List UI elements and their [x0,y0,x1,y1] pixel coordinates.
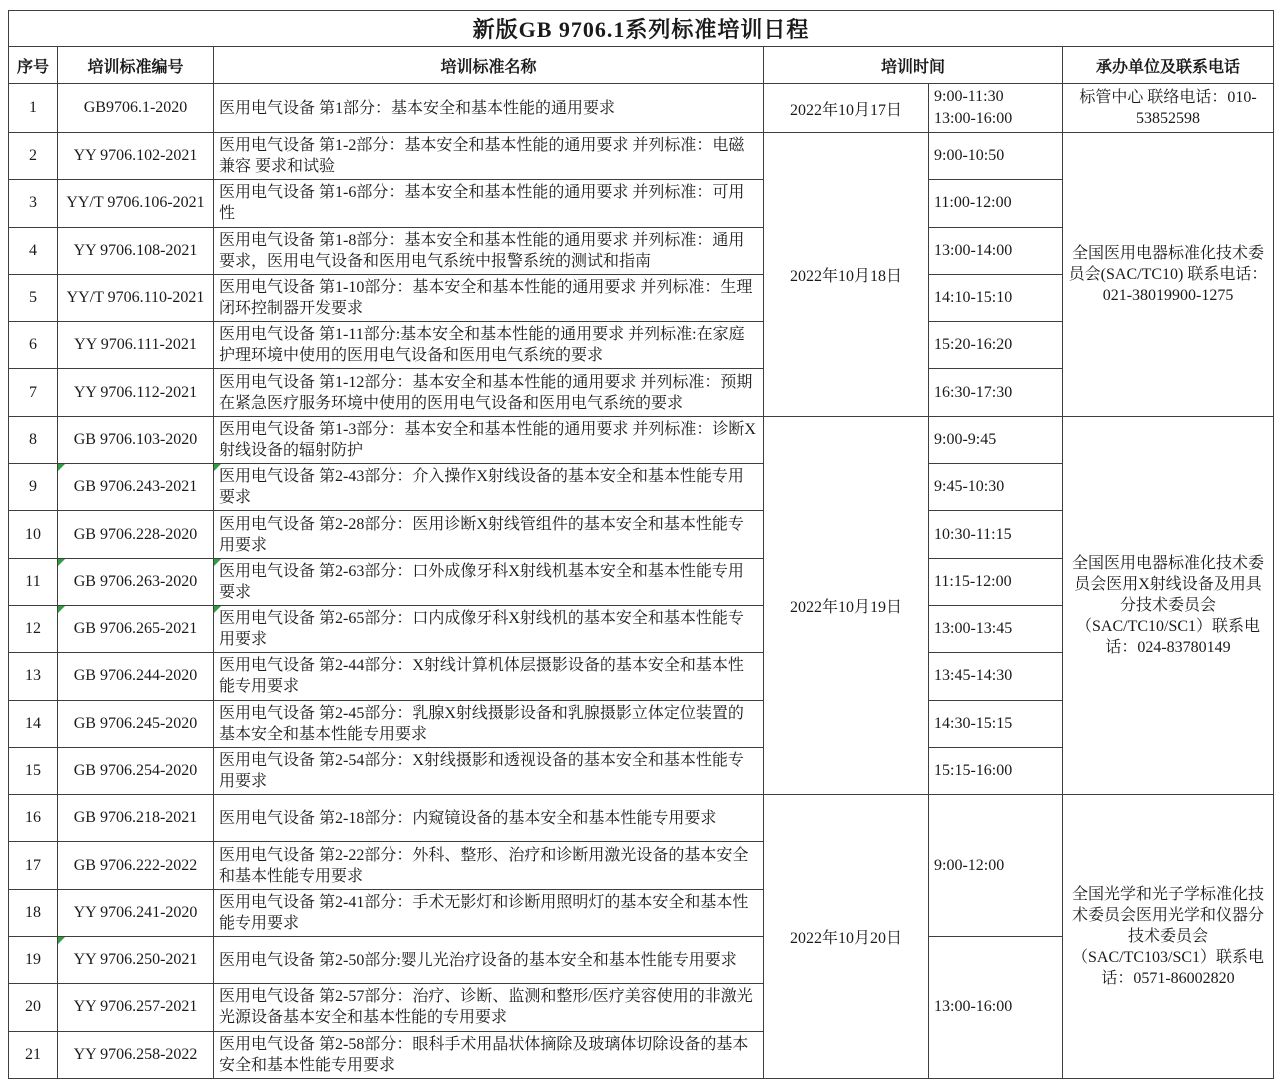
standard-no-cell: GB 9706.243-2021 [58,464,214,511]
standard-no-cell: GB 9706.263-2020 [58,558,214,605]
time-slot-line: 13:45-14:30 [934,667,1013,685]
standard-no-cell: YY 9706.250-2021 [58,937,214,984]
time-slot-line: 9:45-10:30 [934,478,1005,496]
standard-name-cell: 医用电气设备 第1-6部分：基本安全和基本性能的通用要求 并列标准：可用性 [214,180,764,227]
standard-no-cell: YY/T 9706.110-2021 [58,274,214,321]
time-slot-line: 11:00-12:00 [934,194,1012,212]
row-index-cell: 11 [9,558,58,605]
header-col-organizer: 承办单位及联系电话 [1063,47,1274,84]
row-index-cell: 13 [9,653,58,700]
standard-no-cell: YY 9706.108-2021 [58,227,214,274]
standard-no-cell: YY 9706.111-2021 [58,322,214,369]
time-slot-line: 15:15-16:00 [934,762,1013,779]
time-slot-cell [929,133,1063,180]
table-row [9,133,1274,180]
green-corner-flag-icon [214,606,221,613]
row-index-cell: 15 [9,747,58,794]
time-slot-cell [929,227,1063,274]
time-slot-cell [929,937,1063,1079]
standard-name-cell: 医用电气设备 第1-11部分:基本安全和基本性能的通用要求 并列标准:在家庭护理环境中使用的医用电气设备和医用电气系统的要求 [214,322,764,369]
row-index-cell: 6 [9,322,58,369]
standard-name-cell: 医用电气设备 第1-3部分：基本安全和基本性能的通用要求 并列标准：诊断X射线设备的辐射防护 [214,416,764,463]
training-schedule-sheet [8,10,1274,1079]
standard-name-cell: 医用电气设备 第1-2部分：基本安全和基本性能的通用要求 并列标准：电磁兼容 要求和试验 [214,133,764,180]
time-slot-cell [929,464,1063,511]
time-slot-cell [929,322,1063,369]
row-index-cell: 21 [9,1031,58,1078]
green-corner-flag-icon [58,937,65,944]
green-corner-flag-icon [214,559,221,566]
row-index-cell: 1 [9,84,58,133]
header-col-index: 序号 [9,47,58,84]
time-slot-line: 13:00-14:00 [934,241,1013,259]
green-corner-flag-icon [58,559,65,566]
time-slot-line: 9:00-9:45 [934,430,997,448]
time-slot-line: 13:00-13:45 [934,620,1013,638]
row-index-cell: 18 [9,889,58,936]
organizer-cell: 全国医用电器标准化技术委员会(SAC/TC10) 联系电话：021-38019900-1275 [1063,133,1274,417]
row-index-cell: 8 [9,416,58,463]
row-index-cell: 16 [9,795,58,842]
standard-no-cell: GB 9706.244-2020 [58,653,214,700]
standard-name-cell: 医用电气设备 第1-10部分：基本安全和基本性能的通用要求 并列标准：生理闭环控制器开发要求 [214,274,764,321]
standard-no-cell: GB 9706.254-2020 [58,747,214,794]
row-index-cell: 14 [9,700,58,747]
standard-no-cell: GB 9706.103-2020 [58,416,214,463]
time-slot-cell [929,605,1063,652]
time-slot-cell [929,558,1063,605]
standard-name-cell: 医用电气设备 第2-43部分：介入操作X射线设备的基本安全和基本性能专用要求 [214,464,764,511]
standard-no-cell: YY 9706.102-2021 [58,133,214,180]
training-date-cell: 2022年10月18日 [764,133,929,417]
table-row [9,416,1274,463]
standard-no-cell: GB 9706.228-2020 [58,511,214,558]
row-index-cell: 7 [9,369,58,416]
header-col-time: 培训时间 [764,47,1063,84]
row-index-cell: 3 [9,180,58,227]
row-index-cell: 5 [9,274,58,321]
standard-no-cell: YY 9706.112-2021 [58,369,214,416]
training-date-cell: 2022年10月19日 [764,416,929,794]
time-slot-cell [929,511,1063,558]
page-title: 新版GB 9706.1系列标准培训日程 [9,11,1274,47]
row-index-cell: 10 [9,511,58,558]
time-slot-cell [929,653,1063,700]
row-index-cell: 2 [9,133,58,180]
header-row [9,47,1274,84]
organizer-cell: 全国医用电器标准化技术委员会医用X射线设备及用具分技术委员会（SAC/TC10/SC1）联系电话：024-83780149 [1063,416,1274,794]
standard-name-cell: 医用电气设备 第1-8部分：基本安全和基本性能的通用要求 并列标准：通用要求，医用电气设备和医用电气系统中报警系统的测试和指南 [214,227,764,274]
time-slot-cell [929,416,1063,463]
table-row [9,84,1274,133]
standard-no-cell: YY 9706.258-2022 [58,1031,214,1078]
green-corner-flag-icon [214,464,221,471]
green-corner-flag-icon [58,606,65,613]
row-index-cell: 4 [9,227,58,274]
time-slot-cell [929,180,1063,227]
table-row [9,795,1274,842]
organizer-cell: 全国光学和光子学标准化技术委员会医用光学和仪器分技术委员会（SAC/TC103/SC1）联系电话：0571-86002820 [1063,795,1274,1079]
standard-no-cell: YY 9706.241-2020 [58,889,214,936]
standard-name-cell: 医用电气设备 第2-41部分：手术无影灯和诊断用照明灯的基本安全和基本性能专用要求 [214,889,764,936]
standard-no-cell: GB 9706.218-2021 [58,795,214,842]
time-slot-line: 15:20-16:20 [934,336,1013,354]
row-index-cell: 20 [9,984,58,1031]
standard-name-cell: 医用电气设备 第2-22部分：外科、整形、治疗和诊断用激光设备的基本安全和基本性能专用要求 [214,842,764,889]
green-corner-flag-icon [58,464,65,471]
training-date-cell: 2022年10月20日 [764,795,929,1079]
standard-name-cell: 医用电气设备 第2-44部分：X射线计算机体层摄影设备的基本安全和基本性能专用要求 [214,653,764,700]
training-date-cell: 2022年10月17日 [764,84,929,133]
standard-name-cell: 医用电气设备 第2-45部分：乳腺X射线摄影设备和乳腺摄影立体定位装置的基本安全和基本性能专用要求 [214,700,764,747]
standard-name-cell: 医用电气设备 第2-65部分：口内成像牙科X射线机的基本安全和基本性能专用要求 [214,605,764,652]
standard-name-cell: 医用电气设备 第2-57部分：治疗、诊断、监测和整形/医疗美容使用的非激光光源设备基本安全和基本性能的专用要求 [214,984,764,1031]
row-index-cell: 12 [9,605,58,652]
standard-name-cell: 医用电气设备 第1部分：基本安全和基本性能的通用要求 [214,84,764,133]
standard-no-cell: GB9706.1-2020 [58,84,214,133]
time-slot-line: 16:30-17:30 [934,383,1013,401]
standard-no-cell: YY 9706.257-2021 [58,984,214,1031]
standard-no-cell: GB 9706.265-2021 [58,605,214,652]
time-slot-line: 9:00-11:30 [934,88,1004,105]
time-slot-line: 9:00-10:50 [934,147,1005,165]
title-row [9,11,1274,47]
time-slot-cell [929,369,1063,416]
time-slot-line: 13:00-16:00 [934,998,1013,1016]
schedule-table-body [9,84,1274,1079]
standard-name-cell: 医用电气设备 第2-50部分:婴儿光治疗设备的基本安全和基本性能专用要求 [214,937,764,984]
time-slot-line: 14:10-15:10 [934,289,1013,307]
row-index-cell: 17 [9,842,58,889]
standard-name-cell: 医用电气设备 第1-12部分：基本安全和基本性能的通用要求 并列标准：预期在紧急医疗服务环境中使用的医用电气设备和医用电气系统的要求 [214,369,764,416]
time-slot-cell [929,747,1063,794]
time-slot-cell [929,795,1063,937]
time-slot-line: 10:30-11:15 [934,525,1012,543]
training-schedule-table [8,10,1274,1079]
time-slot-line: 13:00-16:00 [934,110,1013,127]
standard-name-cell: 医用电气设备 第2-28部分：医用诊断X射线管组件的基本安全和基本性能专用要求 [214,511,764,558]
standard-name-cell: 医用电气设备 第2-54部分：X射线摄影和透视设备的基本安全和基本性能专用要求 [214,747,764,794]
time-slot-line: 11:15-12:00 [934,572,1012,590]
time-slot-line: 14:30-15:15 [934,714,1013,732]
standard-name-cell: 医用电气设备 第2-18部分：内窥镜设备的基本安全和基本性能专用要求 [214,795,764,842]
standard-no-cell: GB 9706.245-2020 [58,700,214,747]
standard-name-cell: 医用电气设备 第2-58部分：眼科手术用晶状体摘除及玻璃体切除设备的基本安全和基本性能专用要求 [214,1031,764,1078]
header-col-standard-name: 培训标准名称 [214,47,764,84]
time-slot-cell [929,84,1063,133]
organizer-cell: 标管中心 联络电话：010-53852598 [1063,84,1274,133]
header-col-standard-no: 培训标准编号 [58,47,214,84]
standard-name-cell: 医用电气设备 第2-63部分：口外成像牙科X射线机基本安全和基本性能专用要求 [214,558,764,605]
time-slot-cell [929,700,1063,747]
time-slot-line: 9:00-12:00 [934,856,1005,874]
row-index-cell: 9 [9,464,58,511]
time-slot-cell [929,274,1063,321]
row-index-cell: 19 [9,937,58,984]
standard-no-cell: GB 9706.222-2022 [58,842,214,889]
standard-no-cell: YY/T 9706.106-2021 [58,180,214,227]
